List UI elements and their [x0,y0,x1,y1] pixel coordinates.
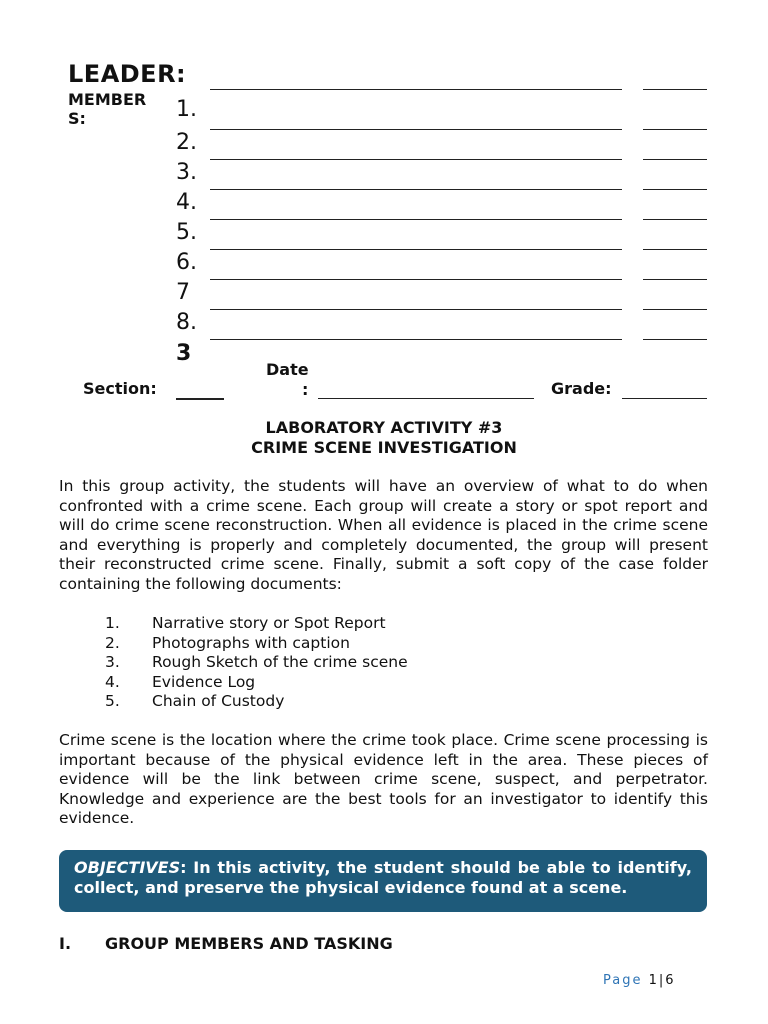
member-number-2: 2. [176,130,197,155]
section-roman-numeral: I. [59,934,72,953]
crime-scene-paragraph: Crime scene is the location where the crime took place. Crime scene processing is important because of the physical evidence left in the area. These pieces of evidence will be the link between crime scene, suspect, and perpetrator. Knowledge and experience are the best tools for an investigator to identify this evidence. [59,731,708,828]
list-item: 2. Photographs with caption [105,633,350,652]
member-7-score-line[interactable] [643,309,707,310]
member-5-name-line[interactable] [210,249,622,250]
member-2-name-line[interactable] [210,159,622,160]
documents-list [105,614,408,712]
section-title: GROUP MEMBERS AND TASKING [105,934,393,953]
member-3-score-line[interactable] [643,189,707,190]
list-item: 4. Evidence Log [105,672,256,691]
member-7-name-line[interactable] [210,309,622,310]
member-number-6: 6. [176,250,197,275]
member-1-score-line[interactable] [643,129,707,130]
date-label: Date [266,360,309,379]
members-label: MEMBER S: [68,90,147,128]
member-2-score-line[interactable] [643,159,707,160]
section-heading [59,934,393,953]
section-input-line[interactable] [176,398,224,400]
member-6-name-line[interactable] [210,279,622,280]
member-1-name-line[interactable] [210,129,622,130]
member-3-name-line[interactable] [210,189,622,190]
member-number-5: 5. [176,220,197,245]
leader-name-line[interactable] [210,89,622,90]
leader-label: LEADER: [68,60,187,88]
list-item: 3. Rough Sketch of the crime scene [105,653,408,672]
activity-title: LABORATORY ACTIVITY #3 [265,418,503,437]
date-input-line[interactable] [318,398,534,399]
member-number-1: 1. [176,97,197,122]
page-total: 6 [665,973,676,988]
member-number-3: 3. [176,160,197,185]
member-4-name-line[interactable] [210,219,622,220]
member-4-score-line[interactable] [643,219,707,220]
page-number [603,973,676,988]
date-colon: : [302,380,309,399]
member-6-score-line[interactable] [643,279,707,280]
page-current: 1 [648,973,659,988]
member-number-4: 4. [176,190,197,215]
page-word: Page [603,973,643,988]
member-number-8: 8. [176,310,197,335]
list-item: 1. Narrative story or Spot Report [105,614,386,632]
objectives-label: OBJECTIVES [74,858,181,877]
member-8-name-line[interactable] [210,339,622,340]
objectives-text: : In this activity, the student should be able to identify, collect, and preserve the physical evidence found at a scene. [74,858,692,897]
page-separator: | [658,973,666,988]
grade-label: Grade: [551,379,612,398]
list-item: 5. Chain of Custody [105,692,285,711]
section-label: Section: [83,379,157,398]
intro-paragraph: In this group activity, the students will have an overview of what to do when confronted with a crime scene. Each group will create a story or spot report and will do crime scene reconstruction. When all evidence is placed in the crime scene and everything is properly and completely documented, the group will present their reconstructed crime scene. Finally, submit a soft copy of the case folder containing the following documents: [59,477,708,593]
member-number-9: 3 [176,341,192,366]
member-5-score-line[interactable] [643,249,707,250]
activity-subtitle: CRIME SCENE INVESTIGATION [251,438,517,457]
member-number-7: 7 [176,280,190,305]
member-8-score-line[interactable] [643,339,707,340]
grade-input-line[interactable] [622,398,707,399]
objectives-box [59,850,707,912]
leader-score-line[interactable] [643,89,707,90]
